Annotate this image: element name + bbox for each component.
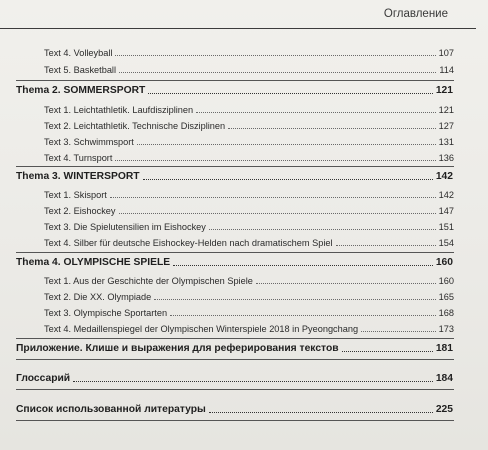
section-divider bbox=[16, 80, 454, 81]
section-divider bbox=[16, 389, 454, 390]
toc-entry-page: 168 bbox=[438, 308, 454, 318]
toc-entry-title: Text 4. Turnsport bbox=[44, 153, 113, 163]
dot-leader bbox=[148, 93, 433, 94]
toc-section-page: 142 bbox=[435, 171, 453, 182]
toc-entry-page: 107 bbox=[438, 48, 454, 58]
toc-entry-page: 121 bbox=[438, 105, 454, 115]
toc-entry[interactable] bbox=[44, 235, 454, 249]
toc-entry-page: 165 bbox=[438, 292, 454, 302]
page-header bbox=[0, 0, 488, 34]
toc-section-heading[interactable] bbox=[16, 83, 453, 97]
dot-leader bbox=[342, 351, 433, 352]
toc-section-heading[interactable] bbox=[16, 341, 453, 355]
toc-entry-title: Text 1. Aus der Geschichte der Olympischen Spiele bbox=[44, 276, 253, 286]
dot-leader bbox=[115, 55, 435, 56]
toc-entry-page: 114 bbox=[439, 65, 454, 75]
toc-section-heading[interactable] bbox=[16, 371, 453, 385]
toc-entry[interactable] bbox=[44, 118, 454, 132]
toc-entry[interactable] bbox=[44, 321, 454, 335]
toc-section-page: 225 bbox=[435, 404, 453, 415]
dot-leader bbox=[173, 265, 433, 266]
dot-leader bbox=[336, 245, 436, 246]
toc-entry-title: Text 2. Die XX. Olympiade bbox=[44, 292, 152, 302]
dot-leader bbox=[154, 299, 435, 300]
toc-entry-title: Text 2. Eishockey bbox=[44, 206, 116, 216]
dot-leader bbox=[119, 213, 436, 214]
toc-entry-page: 151 bbox=[438, 222, 454, 232]
toc-entry-page: 131 bbox=[438, 137, 454, 147]
toc-entry-title: Text 3. Schwimmsport bbox=[44, 137, 134, 147]
dot-leader bbox=[143, 179, 433, 180]
toc-section-title: Приложение. Клише и выражения для реферирования текстов bbox=[16, 343, 339, 354]
toc-section-page: 160 bbox=[435, 257, 453, 268]
toc-entry-title: Text 4. Medaillenspiegel der Olympischen Winterspiele 2018 in Pyeongchang bbox=[44, 324, 359, 334]
toc-entry-title: Text 3. Die Spielutensilien im Eishockey bbox=[44, 222, 206, 232]
dot-leader bbox=[110, 197, 436, 198]
section-divider bbox=[16, 338, 454, 339]
dot-leader bbox=[170, 315, 436, 316]
toc-entry[interactable] bbox=[44, 289, 454, 303]
toc-section-page: 184 bbox=[435, 373, 453, 384]
toc-entry-page: 127 bbox=[438, 121, 454, 131]
toc-entry-title: Text 2. Leichtathletik. Technische Disziplinen bbox=[44, 121, 226, 131]
toc-section-heading[interactable] bbox=[16, 169, 453, 183]
toc-entry[interactable] bbox=[44, 45, 454, 59]
toc-entry[interactable] bbox=[44, 134, 454, 148]
toc-section-heading[interactable] bbox=[16, 402, 453, 416]
header-rule bbox=[0, 28, 476, 29]
toc-entry[interactable] bbox=[44, 187, 454, 201]
dot-leader bbox=[115, 160, 435, 161]
toc-entry[interactable] bbox=[44, 203, 454, 217]
dot-leader bbox=[119, 72, 436, 73]
section-divider bbox=[16, 166, 454, 167]
toc-section-title: Список использованной литературы bbox=[16, 404, 206, 415]
toc-entry-page: 142 bbox=[438, 190, 454, 200]
toc-section-page: 181 bbox=[435, 343, 453, 354]
section-divider bbox=[16, 359, 454, 360]
section-divider bbox=[16, 420, 454, 421]
toc-entry[interactable] bbox=[44, 273, 454, 287]
toc-entry-page: 136 bbox=[438, 153, 454, 163]
toc-section-title: Глоссарий bbox=[16, 373, 71, 384]
toc-entry[interactable] bbox=[44, 150, 454, 164]
dot-leader bbox=[256, 283, 436, 284]
toc-entry-page: 160 bbox=[438, 276, 454, 286]
toc-entry-page: 173 bbox=[438, 324, 454, 334]
dot-leader bbox=[361, 331, 436, 332]
toc-section-title: Thema 2. SOMMERSPORT bbox=[16, 85, 146, 96]
toc-entry-title: Text 3. Olympische Sportarten bbox=[44, 308, 168, 318]
toc-entry[interactable] bbox=[44, 102, 454, 116]
dot-leader bbox=[228, 128, 436, 129]
dot-leader bbox=[73, 381, 433, 382]
toc-entry-title: Text 1. Skisport bbox=[44, 190, 107, 200]
toc-section-page: 121 bbox=[435, 85, 453, 96]
toc-entry-page: 154 bbox=[438, 238, 454, 248]
dot-leader bbox=[209, 412, 433, 413]
dot-leader bbox=[137, 144, 436, 145]
toc-entry-title: Text 4. Volleyball bbox=[44, 48, 113, 58]
section-divider bbox=[16, 252, 454, 253]
dot-leader bbox=[209, 229, 436, 230]
toc-entry-title: Text 4. Silber für deutsche Eishockey-Helden nach dramatischem Spiel bbox=[44, 238, 333, 248]
page-header-title: Оглавление bbox=[383, 8, 448, 20]
toc-entry-page: 147 bbox=[438, 206, 454, 216]
toc-section-title: Thema 4. OLYMPISCHE SPIELE bbox=[16, 257, 171, 268]
toc-section-heading[interactable] bbox=[16, 255, 453, 269]
toc-entry[interactable] bbox=[44, 305, 454, 319]
toc-entry[interactable] bbox=[44, 62, 454, 76]
dot-leader bbox=[196, 112, 436, 113]
toc-entry[interactable] bbox=[44, 219, 454, 233]
toc-entry-title: Text 5. Basketball bbox=[44, 65, 117, 75]
toc-section-title: Thema 3. WINTERSPORT bbox=[16, 171, 140, 182]
toc-entry-title: Text 1. Leichtathletik. Laufdisziplinen bbox=[44, 105, 194, 115]
